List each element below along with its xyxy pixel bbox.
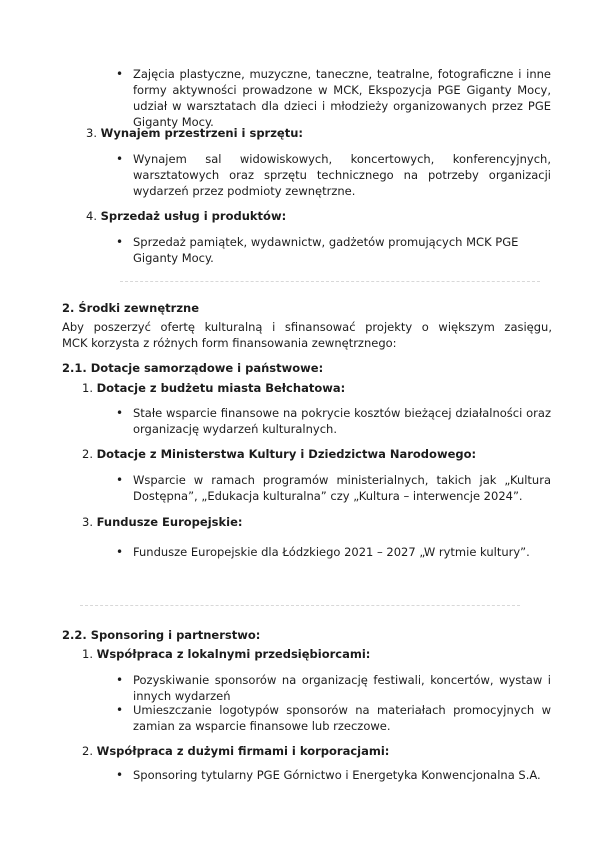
section-heading: 2. Środki zewnętrzne [62,301,200,315]
divider [80,605,520,606]
subheading-local-sponsors [82,646,370,662]
list-number: 1. [82,381,93,395]
list-number: 3. [86,126,97,140]
list-item: • Zajęcia plastyczne, muzyczne, taneczne, teatralne, fotograficzne i inne formy aktywności prowadzone w MCK, Ekspozycja PGE Giganty Mocy, udział w warsztatach dla dzieci i młodzieży organizowanych przez PGE Giganty Mocy. [133,66,551,130]
list-item: • Fundusze Europejskie dla Łódzkiego 2021 – 2027 „W rytmie kultury”. [133,544,553,560]
subsection-heading: 2.1. Dotacje samorządowe i państwowe: [62,361,324,375]
subheading-corporations [82,743,389,759]
list-item: • Sponsoring tytularny PGE Górnictwo i Energetyka Konwencjonalna S.A. [133,767,553,783]
list-item: • Sprzedaż pamiątek, wydawnictw, gadżetów promujących MCK PGE Giganty Mocy. [133,234,553,266]
list-item: • Umieszczanie logotypów sponsorów na materiałach promocyjnych w zamian za wsparcie finansowe lub rzeczowe. [133,702,551,734]
subheading-title: Dotacje z Ministerstwa Kultury i Dziedzictwa Narodowego: [96,447,477,461]
intro-text: Aby poszerzyć ofertę kulturalną i sfinansować projekty o większym zasięgu, [62,320,552,334]
subheading-sales [86,208,286,224]
subheading-eu-funds [82,514,242,530]
subheading-title: Sprzedaż usług i produktów: [100,209,287,223]
list-number: 1. [82,647,93,661]
list-item: • Wynajem sal widowiskowych, koncertowych, konferencyjnych, warsztatowych oraz sprzętu technicznego na potrzeby organizacji wydarzeń przez podmioty zewnętrzne. [133,151,551,199]
list-item: • Stałe wsparcie finansowe na pokrycie kosztów bieżącej działalności oraz organizację wydarzeń kulturalnych. [133,405,551,437]
subheading-title: Fundusze Europejskie: [96,515,243,529]
list-number: 2. [82,744,93,758]
intro-text: MCK korzysta z różnych form finansowania zewnętrznego: [62,336,397,350]
list-number: 2. [82,447,93,461]
list-item: • Pozyskiwanie sponsorów na organizację festiwali, koncertów, wystaw i innych wydarzeń [133,672,551,704]
subheading-title: Współpraca z lokalnymi przedsiębiorcami: [96,647,371,661]
subheading-title: Współpraca z dużymi firmami i korporacjami: [96,744,390,758]
list-number: 4. [86,209,97,223]
divider [120,281,540,282]
subheading-title: Wynajem przestrzeni i sprzętu: [100,126,304,140]
subsection-heading: 2.2. Sponsoring i partnerstwo: [62,628,261,642]
list-number: 3. [82,515,93,529]
subheading-rental [86,125,303,141]
list-item: • Wsparcie w ramach programów ministerialnych, takich jak „Kultura Dostępna”, „Edukacja kulturalna” czy „Kultura – interwencje 2024”. [133,472,551,504]
subheading-title: Dotacje z budżetu miasta Bełchatowa: [96,381,346,395]
subheading-city-grants [82,380,345,396]
subheading-ministry-grants [82,446,476,462]
